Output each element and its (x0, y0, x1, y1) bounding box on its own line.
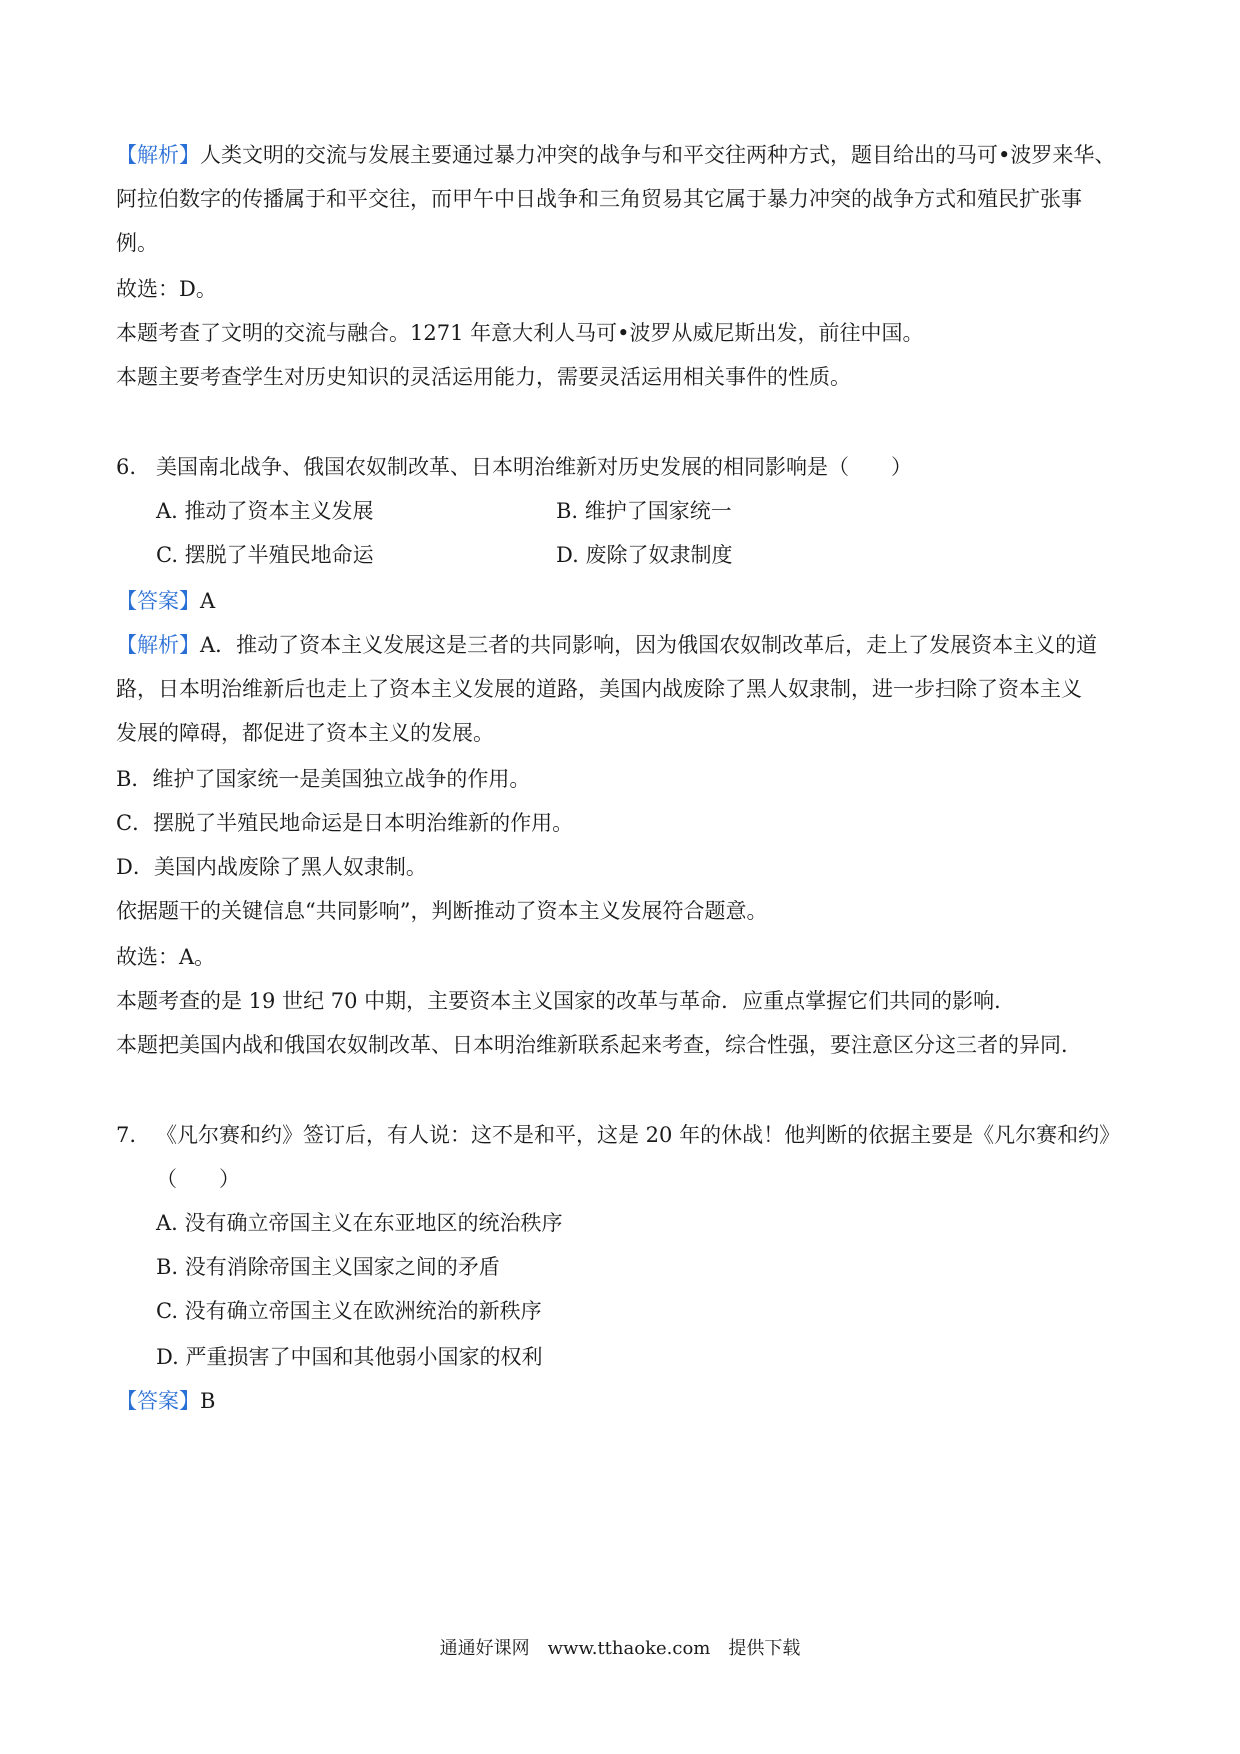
q6-analysis-line-2: 路，日本明治维新后也走上了资本主义发展的道路，美国内战废除了黑人奴隶制，进一步扫除了资本主义 (116, 677, 1082, 701)
q6-option-d: D. 废除了奴隶制度 (556, 543, 733, 567)
q7-option-c: C. 没有确立帝国主义在欧洲统治的新秩序 (156, 1299, 542, 1323)
q5-analysis-line-3: 例。 (116, 231, 158, 255)
q6-option-b: B. 维护了国家统一 (556, 499, 732, 523)
q6-stem-line (116, 452, 912, 482)
page-footer: 通通好课网 www.tthaoke.com 提供下载 (439, 1638, 801, 1659)
q7-option-b: B. 没有消除帝国主义国家之间的矛盾 (156, 1255, 500, 1279)
q7-number: 7. (116, 1123, 137, 1147)
q6-number: 6. (116, 455, 137, 479)
analysis-tag: 【解析】 (116, 633, 200, 657)
q7-stem: 《凡尔赛和约》签订后，有人说：这不是和平，这是 20 年的休战！他判断的依据主要是《凡尔赛和约》 (156, 1123, 1121, 1147)
q6-option-c: C. 摆脱了半殖民地命运 (156, 543, 374, 567)
q6-basis: 依据题干的关键信息“共同影响”，判断推动了资本主义发展符合题意。 (116, 899, 768, 923)
q7-answer: 【答案】B (116, 1389, 216, 1413)
q7-option-d: D. 严重损害了中国和其他弱小国家的权利 (156, 1345, 543, 1369)
answer-tag: 【答案】 (116, 589, 200, 613)
q5-note-2: 本题主要考查学生对历史知识的灵活运用能力，需要灵活运用相关事件的性质。 (116, 365, 851, 389)
q6-analysis-line-3: 发展的障碍，都促进了资本主义的发展。 (116, 721, 494, 745)
q6-answer: 【答案】A (116, 589, 216, 613)
q6-stem: 美国南北战争、俄国农奴制改革、日本明治维新对历史发展的相同影响是（ ） (156, 455, 912, 479)
q6-choice: 故选：A。 (116, 945, 216, 969)
q5-analysis-line-2: 阿拉伯数字的传播属于和平交往，而甲午中日战争和三角贸易其它属于暴力冲突的战争方式和殖民扩张事 (116, 187, 1082, 211)
q6-note-1: 本题考查的是 19 世纪 70 中期，主要资本主义国家的改革与革命．应重点掌握它们共同的影响． (116, 989, 1016, 1013)
q6-analysis-line-1: 【解析】A．推动了资本主义发展这是三者的共同影响，因为俄国农奴制改革后，走上了发展资本主义的道 (116, 633, 1098, 657)
q5-note-1: 本题考查了文明的交流与融合。1271 年意大利人马可•波罗从威尼斯出发，前往中国。 (116, 321, 924, 345)
q6-option-row-2 (156, 540, 733, 570)
q5-analysis-line-1: 【解析】人类文明的交流与发展主要通过暴力冲突的战争与和平交往两种方式，题目给出的马可•波罗来华、 (116, 143, 1116, 167)
q7-stem-line (116, 1120, 1120, 1150)
analysis-tag: 【解析】 (116, 143, 200, 167)
q5-choice: 故选：D。 (116, 277, 217, 301)
q6-c-note: C．摆脱了半殖民地命运是日本明治维新的作用。 (116, 811, 574, 835)
q6-b-note: B．维护了国家统一是美国独立战争的作用。 (116, 767, 531, 791)
q6-note-2: 本题把美国内战和俄国农奴制改革、日本明治维新联系起来考查，综合性强，要注意区分这三者的异同． (116, 1033, 1082, 1057)
q7-option-a: A. 没有确立帝国主义在东亚地区的统治秩序 (156, 1211, 563, 1235)
answer-tag: 【答案】 (116, 1389, 200, 1413)
q6-option-a: A. 推动了资本主义发展 (156, 499, 374, 523)
q7-paren: （ ） (156, 1167, 240, 1191)
q6-option-row-1 (156, 496, 732, 526)
q6-d-note: D．美国内战废除了黑人奴隶制。 (116, 855, 427, 879)
